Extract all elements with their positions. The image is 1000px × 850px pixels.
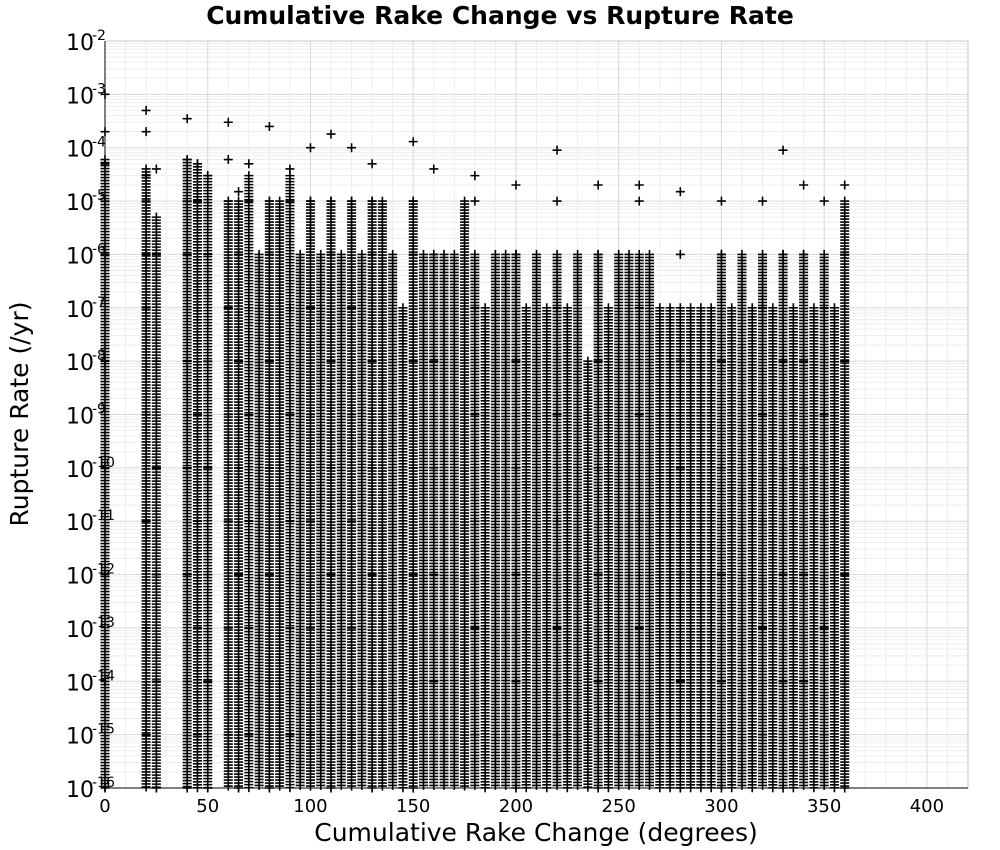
y-tick-label: 10 (66, 244, 94, 270)
y-tick-exponent: -15 (92, 721, 115, 738)
y-tick-label: 10 (66, 564, 94, 590)
x-tick-label: 0 (99, 796, 111, 817)
data-column (604, 303, 613, 792)
x-tick-label: 100 (293, 796, 328, 817)
x-tick-label: 200 (498, 796, 534, 817)
y-tick-exponent: -6 (92, 241, 106, 258)
data-column (655, 303, 664, 792)
y-tick-exponent: -16 (92, 775, 115, 791)
y-tick-label: 10 (66, 778, 94, 803)
y-tick-label: 10 (66, 191, 94, 217)
x-axis-label: Cumulative Rake Change (degrees) (314, 818, 758, 847)
y-tick-exponent: -12 (92, 561, 115, 578)
y-tick-label: 10 (66, 724, 94, 750)
data-column (809, 303, 818, 792)
x-tick-label: 50 (196, 796, 220, 817)
x-tick-label: 150 (396, 796, 431, 817)
data-column (583, 357, 592, 792)
y-tick-exponent: -3 (92, 81, 106, 98)
chart-title: Cumulative Rake Change vs Rupture Rate (206, 1, 794, 30)
data-column (830, 303, 839, 792)
y-tick-exponent: -14 (92, 668, 115, 685)
x-tick-label: 250 (601, 796, 636, 817)
data-column (686, 303, 695, 792)
x-tick-label: 300 (704, 796, 739, 817)
y-tick-label: 10 (66, 137, 94, 163)
data-column (542, 303, 551, 792)
y-tick-label: 10 (66, 351, 94, 377)
data-column (666, 303, 675, 792)
y-tick-exponent: -11 (92, 508, 115, 525)
data-column (522, 303, 531, 792)
y-tick-label: 10 (66, 457, 94, 483)
y-tick-label: 10 (66, 617, 94, 643)
y-axis-label: Rupture Rate (/yr) (5, 301, 34, 527)
data-column (789, 303, 798, 792)
data-column (481, 303, 490, 792)
y-tick-label: 10 (66, 297, 94, 323)
data-column (398, 303, 407, 792)
y-tick-exponent: -8 (92, 348, 106, 365)
data-column (193, 159, 202, 792)
y-tick-exponent: -10 (92, 454, 115, 471)
data-column (676, 303, 685, 792)
x-tick-label: 350 (806, 796, 842, 817)
y-tick-exponent: -2 (92, 28, 106, 44)
y-tick-label: 10 (66, 404, 94, 430)
data-column (563, 303, 572, 792)
y-tick-label: 10 (66, 31, 94, 56)
y-tick-exponent: -13 (92, 614, 115, 631)
data-column (727, 303, 736, 792)
y-tick-exponent: -7 (92, 294, 106, 311)
y-tick-label: 10 (66, 511, 94, 537)
data-column (768, 303, 777, 792)
data-column (696, 303, 705, 792)
y-tick-exponent: -5 (92, 188, 106, 205)
y-tick-label: 10 (66, 84, 94, 110)
y-tick-label: 10 (66, 671, 94, 697)
x-tick-label: 400 (909, 796, 945, 817)
data-column (748, 303, 757, 792)
data-column (707, 303, 716, 792)
y-tick-exponent: -9 (92, 401, 106, 418)
y-tick-exponent: -4 (92, 134, 106, 151)
